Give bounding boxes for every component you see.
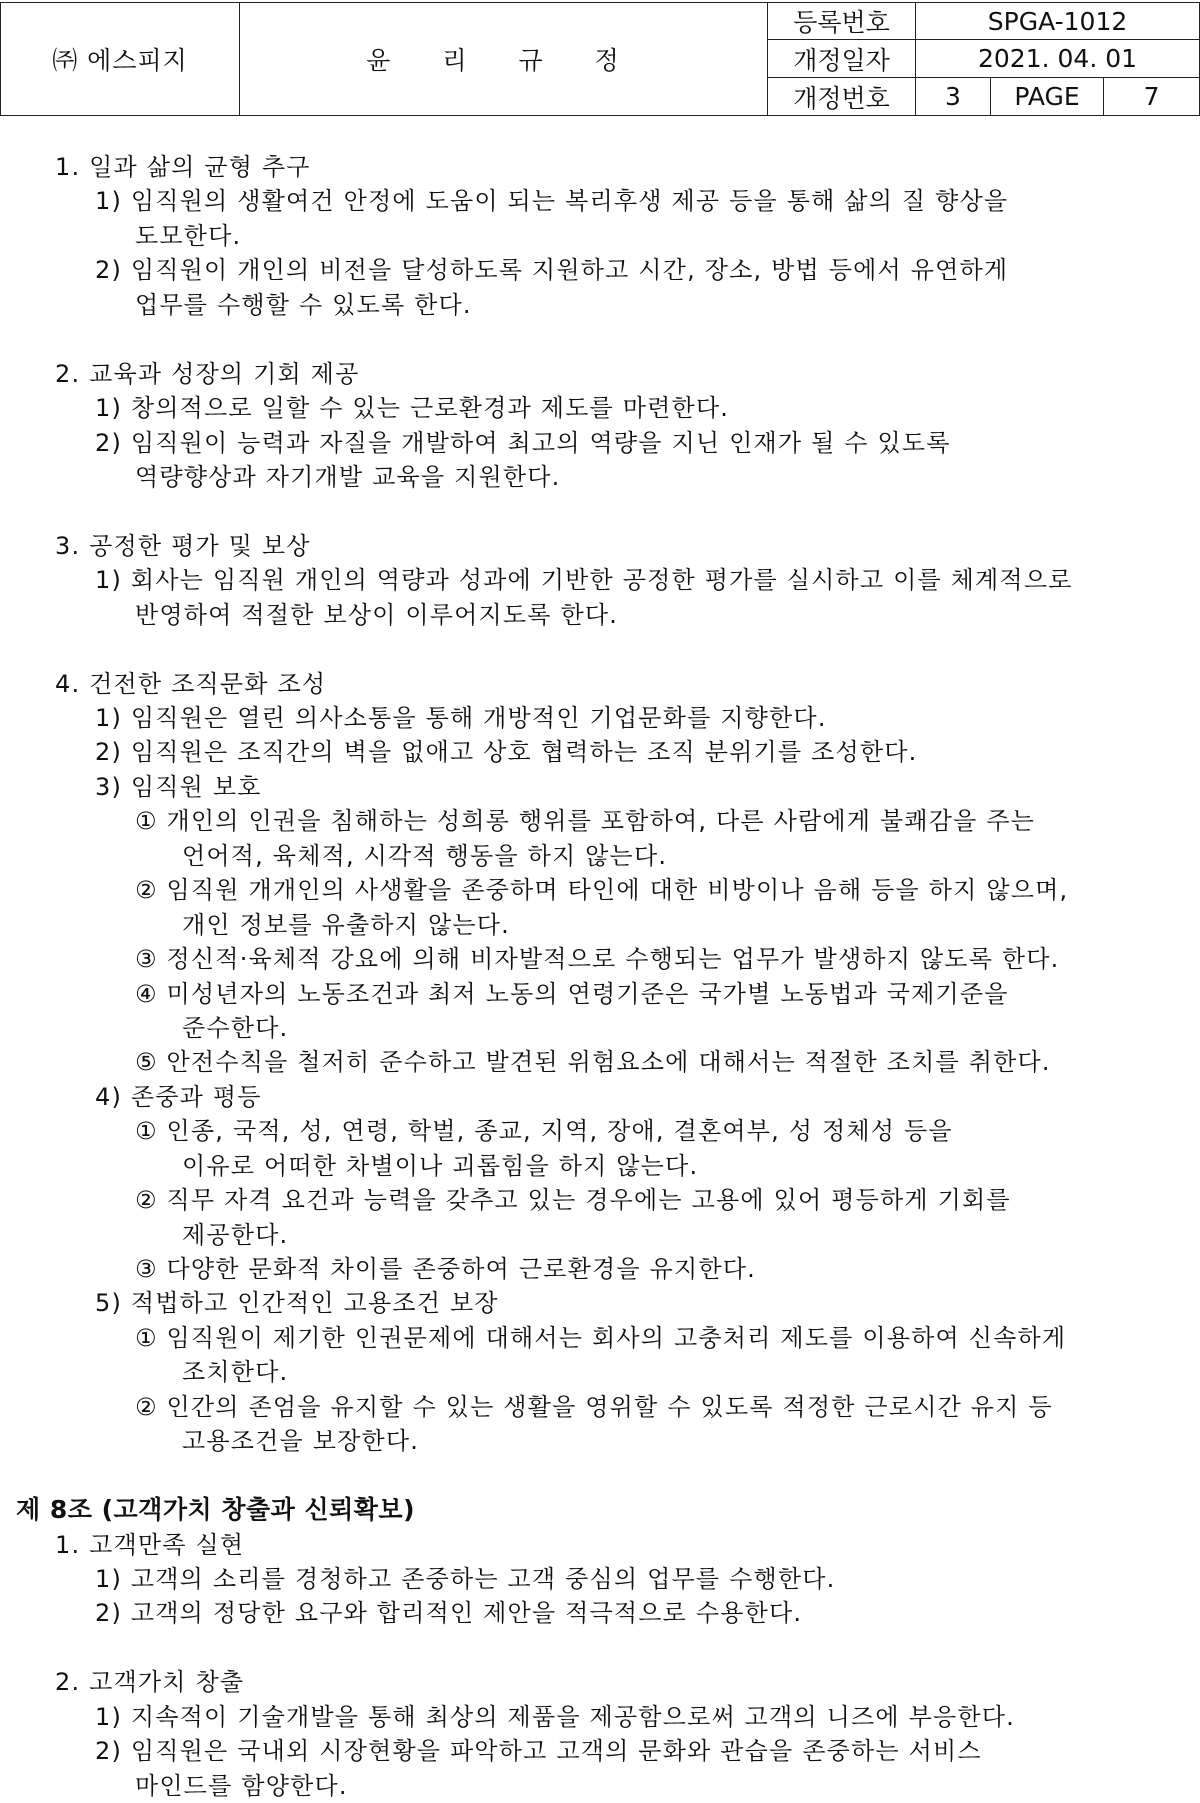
sub-item: ⑤ 안전수칙을 철저히 준수하고 발견된 위험요소에 대해서는 적절한 조치를 취한다. [135, 1048, 1051, 1077]
revision-date-label: 개정일자 [768, 40, 916, 78]
sub-item-continuation: 고용조건을 보장한다. [182, 1427, 420, 1456]
registration-number-label: 등록번호 [768, 3, 916, 40]
section-heading: 3. 공정한 평가 및 보상 [55, 531, 311, 560]
list-item: 1) 회사는 임직원 개인의 역량과 성과에 기반한 공정한 평가를 실시하고 이를 체계적으로 [95, 566, 1073, 595]
revision-date: 2021. 04. 01 [916, 40, 1200, 78]
list-item: 2) 임직원은 국내외 시장현황을 파악하고 고객의 문화와 관습을 존중하는 서비스 [95, 1737, 982, 1766]
list-item: 1) 임직원은 열린 의사소통을 통해 개방적인 기업문화를 지향한다. [95, 704, 827, 732]
revision-number-label: 개정번호 [768, 78, 916, 116]
sub-item: ② 임직원 개개인의 사생활을 존중하며 타인에 대한 비방이나 음해 등을 하지 않으며, [135, 876, 1069, 905]
sub-item: ② 직무 자격 요건과 능력을 갖추고 있는 경우에는 고용에 있어 평등하게 기회를 [135, 1186, 1011, 1215]
sub-item: ① 개인의 인권을 침해하는 성희롱 행위를 포함하여, 다른 사람에게 불쾌감을 주는 [135, 807, 1036, 836]
sub-item: ① 인종, 국적, 성, 연령, 학벌, 종교, 지역, 장애, 결혼여부, 성 정체성 등을 [135, 1117, 953, 1146]
list-item-continuation: 업무를 수행할 수 있도록 한다. [135, 290, 472, 319]
list-item: 1) 창의적으로 일할 수 있는 근로환경과 제도를 마련한다. [95, 394, 730, 423]
section-heading: 2. 교육과 성장의 기회 제공 [55, 359, 360, 388]
list-item-continuation: 반영하여 적절한 보상이 이루어지도록 한다. [135, 600, 619, 629]
registration-number: SPGA-1012 [916, 3, 1200, 40]
list-item-continuation: 역량향상과 자기개발 교육을 지원한다. [135, 462, 561, 491]
sub-item-continuation: 준수한다. [182, 1013, 289, 1042]
list-item: 1) 지속적이 기술개발을 통해 최상의 제품을 제공함으로써 고객의 니즈에 부응한다. [95, 1702, 1015, 1731]
list-item: 4) 존중과 평등 [95, 1082, 262, 1111]
company-name: ㈜ 에스피지 [1, 3, 240, 116]
list-item: 5) 적법하고 인간적인 고용조건 보장 [95, 1289, 499, 1318]
list-item-continuation: 도모한다. [135, 221, 242, 250]
list-item: 1) 고객의 소리를 경청하고 존중하는 고객 중심의 업무를 수행한다. [95, 1564, 836, 1593]
list-item: 2) 임직원이 능력과 자질을 개발하여 최고의 역량을 지닌 인재가 될 수 있도록 [95, 428, 951, 457]
sub-item-continuation: 조치한다. [182, 1358, 289, 1387]
list-item: 3) 임직원 보호 [95, 772, 262, 801]
sub-item-continuation: 이유로 어떠한 차별이나 괴롭힘을 하지 않는다. [182, 1151, 699, 1180]
sub-item: ③ 다양한 문화적 차이를 존중하여 근로환경을 유지한다. [135, 1255, 756, 1283]
list-item: 2) 임직원은 조직간의 벽을 없애고 상호 협력하는 조직 분위기를 조성한다. [95, 738, 918, 767]
sub-item-continuation: 제공한다. [182, 1220, 289, 1249]
page-label: PAGE [991, 78, 1104, 116]
document-body [0, 150, 1200, 1803]
section-heading: 2. 고객가치 창출 [55, 1668, 245, 1697]
page-number: 7 [1104, 78, 1200, 116]
list-item: 2) 임직원이 개인의 비전을 달성하도록 지원하고 시간, 장소, 방법 등에서 유연하게 [95, 256, 1009, 285]
document-title: 윤 리 규 정 [240, 3, 768, 116]
section-heading: 1. 일과 삶의 균형 추구 [55, 153, 311, 181]
section-heading: 1. 고객만족 실현 [55, 1530, 245, 1559]
sub-item: ② 인간의 존엄을 유지할 수 있는 생활을 영위할 수 있도록 적정한 근로시간 유지 등 [135, 1392, 1053, 1421]
sub-item: ③ 정신적·육체적 강요에 의해 비자발적으로 수행되는 업무가 발생하지 않도록 한다. [135, 945, 1060, 974]
sub-item-continuation: 개인 정보를 유출하지 않는다. [182, 910, 510, 939]
article-heading: 제 8조 (고객가치 창출과 신뢰확보) [16, 1495, 416, 1525]
revision-number: 3 [916, 78, 991, 116]
sub-item: ④ 미성년자의 노동조건과 최저 노동의 연령기준은 국가별 노동법과 국제기준을 [135, 979, 1009, 1008]
list-item-continuation: 마인드를 함양한다. [135, 1771, 348, 1800]
list-item: 1) 임직원의 생활여건 안정에 도움이 되는 복리후생 제공 등을 통해 삶의 질 향상을 [95, 187, 1009, 216]
document-header [0, 2, 1200, 116]
sub-item: ① 임직원이 제기한 인권문제에 대해서는 회사의 고충처리 제도를 이용하여 신속하게 [135, 1323, 1067, 1352]
list-item: 2) 고객의 정당한 요구와 합리적인 제안을 적극적으로 수용한다. [95, 1599, 803, 1628]
sub-item-continuation: 언어적, 육체적, 시각적 행동을 하지 않는다. [182, 841, 668, 870]
section-heading: 4. 건전한 조직문화 조성 [55, 669, 327, 698]
